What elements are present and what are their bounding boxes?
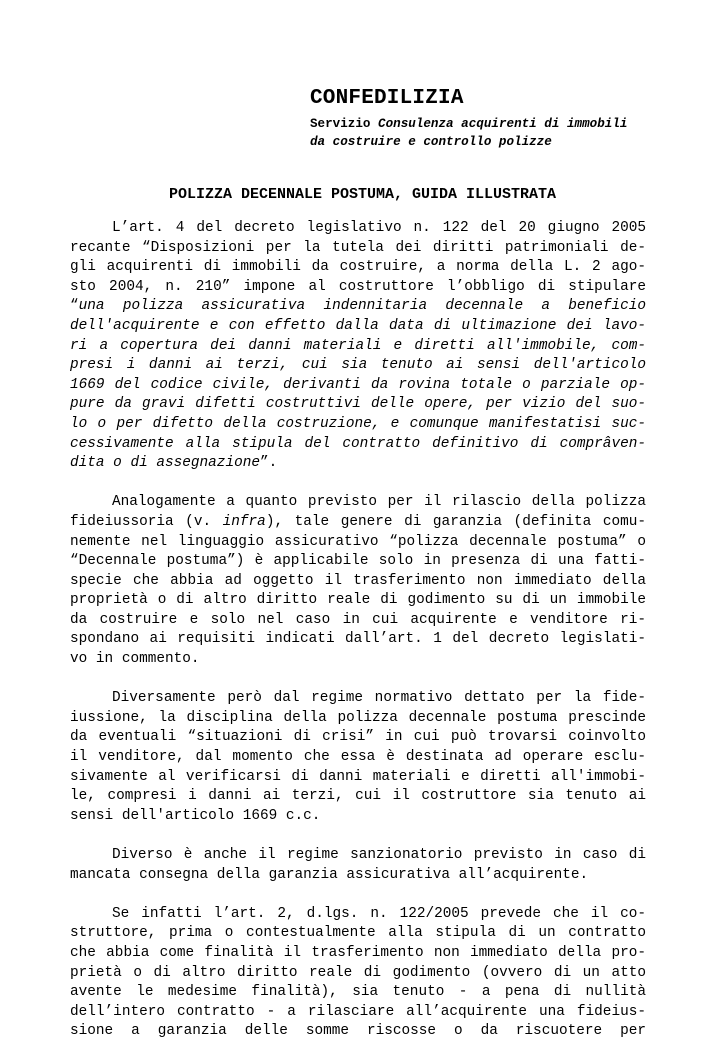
text-line <box>70 454 646 474</box>
text-line: Diverso è anche il regime sanzionatorio previsto in caso di <box>112 847 646 863</box>
text-line: Analogamente a quanto previsto per il rilascio della polizza <box>112 494 646 511</box>
text-line: iussione, la disciplina della polizza decennale postuma prescinde <box>70 709 646 726</box>
document-header <box>310 86 627 151</box>
quoted-line: dell'acquirente e con effetto dalla data di ultimazione dei lavo- <box>70 317 646 334</box>
text-line <box>70 297 646 317</box>
document-title: POLIZZA DECENNALE POSTUMA, GUIDA ILLUSTRATA <box>168 186 557 203</box>
text-line: recante “Disposizioni per la tutela dei diritti patrimoniali de- <box>70 239 646 256</box>
paragraph-5 <box>70 905 646 1042</box>
text-line: proprietà o di altro diritto reale di godimento su di un immobile <box>70 592 646 609</box>
text-line: Se infatti l’art. 2, d.lgs. n. 122/2005 prevede che il co- <box>112 905 646 922</box>
text-line: “Decennale postuma”) è applicabile solo in presenza di una fatti- <box>70 553 646 570</box>
text-fragment: fideiussoria (v. <box>70 513 223 530</box>
text-line: L’art. 4 del decreto legislativo n. 122 del 20 giugno 2005 <box>112 220 646 236</box>
text-line <box>70 513 646 533</box>
subtitle-service-name-line1: Consulenza acquirenti di immobili <box>378 117 628 131</box>
text-line: sione a garanzia delle somme riscosse o da riscuotere per <box>70 1023 646 1040</box>
paragraph-2 <box>70 493 646 669</box>
subtitle-service-name-line2: da costruire e controllo polizze <box>310 135 552 149</box>
text-line: da eventuali “situazioni di crisi” in cui può trovarsi coinvolto <box>70 729 646 746</box>
text-line: Diversamente però dal regime normativo dettato per la fide- <box>112 690 646 707</box>
text-line: sensi dell'articolo 1669 c.c. <box>70 807 321 824</box>
document-body <box>70 219 646 1062</box>
quoted-text: dita o di assegnazione <box>70 455 260 472</box>
text-line: specie che abbia ad oggetto il trasferimento non immediato della <box>70 572 646 589</box>
quoted-text: una polizza assicurativa indennitaria decennale a beneficio <box>78 298 646 315</box>
text-line: nemente nel linguaggio assicurativo “polizza decennale postuma” o <box>70 533 646 550</box>
quoted-line: lo o per difetto della costruzione, e comunque manifestatisi suc- <box>70 415 646 432</box>
text-line: le, compresi i danni ai terzi, cui il costruttore sia tenuto ai <box>70 788 646 805</box>
quoted-line: 1669 del codice civile, derivanti da rovina totale o parziale op- <box>70 376 646 393</box>
text-line: spondano ai requisiti indicati dall’art. 1 del decreto legislati- <box>70 631 646 648</box>
brand-name: CONFEDILIZIA <box>310 87 464 110</box>
quoted-line: cessivamente alla stipula del contratto definitivo di comprâven- <box>70 435 646 452</box>
text-line: sivamente al verificarsi di danni materiali e diretti all'immobi- <box>70 768 646 785</box>
paragraph-3 <box>70 689 646 826</box>
service-subtitle <box>310 115 627 151</box>
text-line: struttore, prima o contestualmente alla stipula di un contratto <box>70 925 646 942</box>
text-line: dell’intero contratto - a rilasciare all’acquirente una fideius- <box>70 1003 646 1020</box>
text-line: mancata consegna della garanzia assicurativa all’acquirente. <box>70 866 589 883</box>
quoted-line: ri a copertura dei danni materiali e diretti all'immobile, com- <box>70 337 646 354</box>
paragraph-1 <box>70 219 646 474</box>
text-line: avente le medesime finalità), sia tenuto - a pena di nullità <box>70 984 646 1001</box>
text-line: vo in commento. <box>70 651 200 668</box>
subtitle-prefix: Servizio <box>310 117 379 131</box>
text-line: da costruire e solo nel caso in cui acquirente e venditore ri- <box>70 611 646 628</box>
paragraph-4 <box>70 846 646 885</box>
text-line: sto 2004, n. 210” impone al costruttore l’obbligo di stipulare <box>70 278 646 295</box>
italic-term: infra <box>222 513 266 530</box>
text-line: prietà o di altro diritto reale di godimento (ovvero di un atto <box>70 964 646 981</box>
text-line: che abbia come finalità il trasferimento non immediato della pro- <box>70 944 646 961</box>
quoted-line: presi i danni ai terzi, cui sia tenuto ai sensi dell'articolo <box>70 357 646 374</box>
quoted-line: pure da gravi difetti costruttivi delle opere, per vizio del suo- <box>70 396 646 413</box>
text-line: il venditore, dal momento che essa è destinata ad operare esclu- <box>70 749 646 766</box>
text-line: gli acquirenti di immobili da costruire, a norma della L. 2 ago- <box>70 259 646 276</box>
open-quote: “ <box>70 298 79 315</box>
close-quote: ”. <box>260 455 278 472</box>
text-fragment: ), tale genere di garanzia (definita comu- <box>265 513 647 530</box>
